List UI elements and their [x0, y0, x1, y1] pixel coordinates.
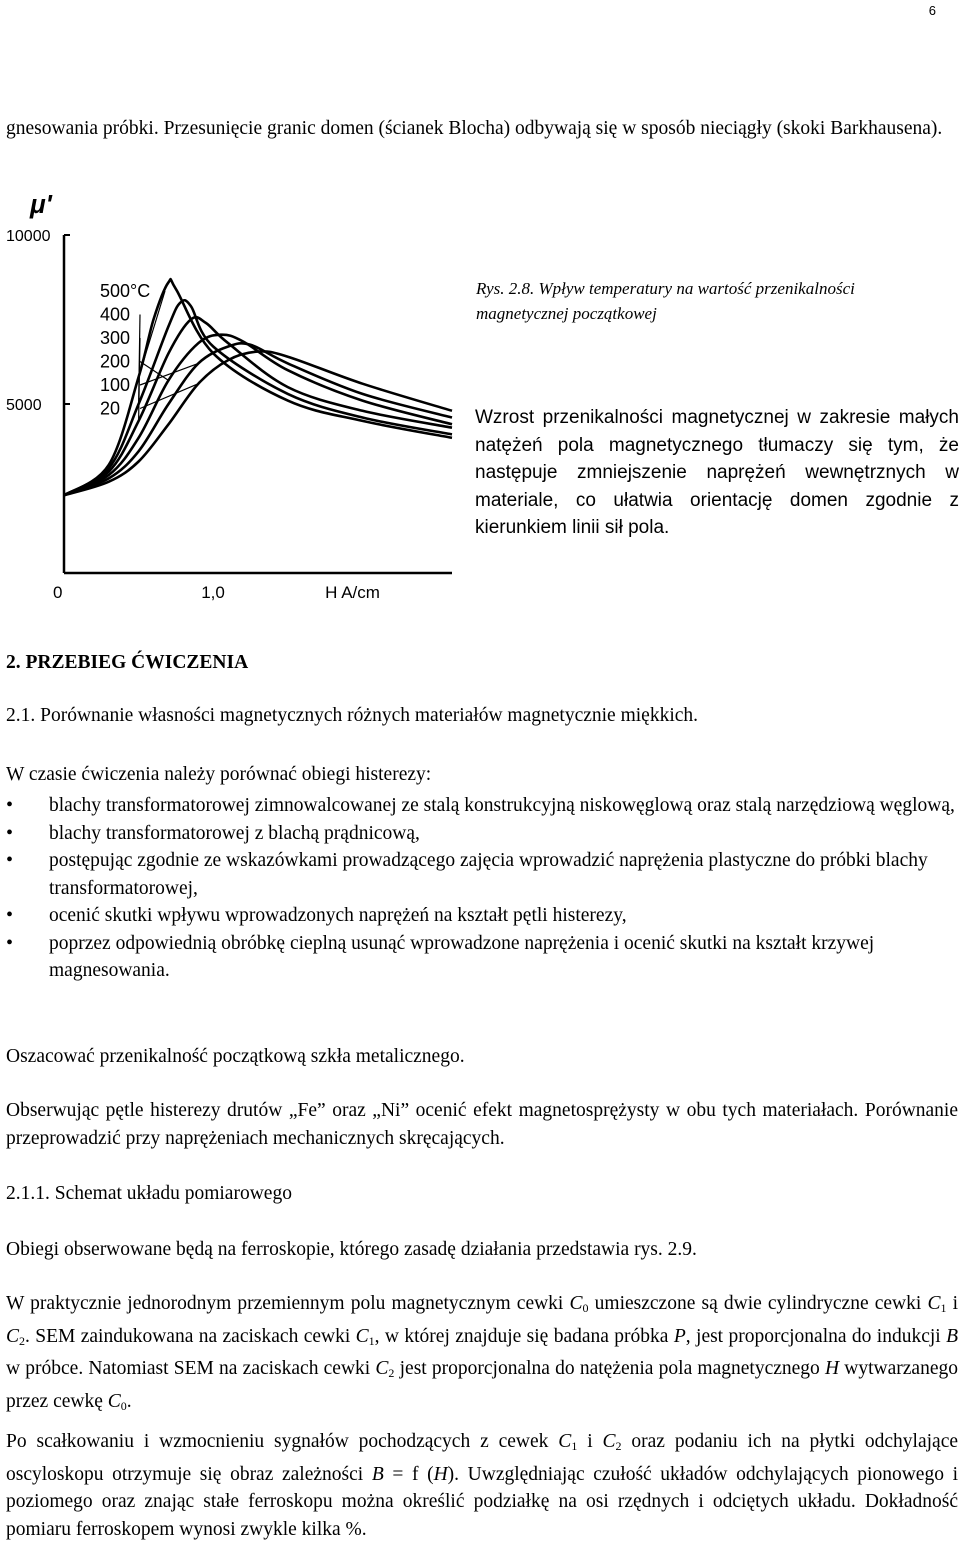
- y-tick-label: 5000: [6, 397, 42, 414]
- curve-leader: [139, 291, 165, 377]
- y-tick-label: 10000: [6, 228, 51, 245]
- oscilloscope-paragraph: Po scałkowaniu i wzmocnieniu sygnałów pochodzących z cewek $C_1$ i $C_2$ oraz podaniu ich na płytki odchylające oscyloskopu otrzymuje się obraz zależności B = f (H). Uwzględniając czułość układów odchylających pionowego i poziomego oraz znając stałe ferroskopu można określić podziałkę na osi rzędnych i odciętych układu. Dokładność pomiaru ferroskopem wynosi zwykle kilka %.: [6, 1431, 959, 1540]
- permeability-temperature-chart: [0, 190, 460, 610]
- section-heading: 2. PRZEBIEG ĆWICZENIA: [6, 652, 249, 673]
- list-item: • postępując zgodnie ze wskazówkami prowadzącego zajęcia wprowadzić naprężenia plastyczne do próbki blachy transformatorowej,: [6, 847, 958, 902]
- coils-paragraph: W praktycznie jednorodnym przemiennym polu magnetycznym cewki $C_0$ umieszczone są dwie cylindryczne cewki $C_1$ i $C_2$. SEM zaindukowana na zaciskach cewki $C_1$, w której znajduje się badana próbka P, jest proporcjonalna do indukcji B w próbce. Natomiast SEM na zaciskach cewki $C_2$ jest proporcjonalna do natężenia pola magnetycznego H wytwarzanego przez cewkę $C_0$.: [6, 1293, 959, 1413]
- chart-labels: [6, 190, 380, 602]
- page-number: 6: [928, 3, 936, 18]
- curve-leader: [139, 338, 140, 421]
- ferroscope-paragraph: Obiegi obserwowane będą na ferroskopie, którego zasadę działania przedstawia rys. 2.9.: [6, 1239, 697, 1260]
- figure-caption: Rys. 2.8. Wpływ temperatury na wartość przenikalności magnetycznej początkowej: [476, 279, 855, 323]
- curve-label: 100: [100, 375, 131, 395]
- list-item: • ocenić skutki wpływu wprowadzonych naprężeń na kształt pętli histerezy,: [6, 902, 958, 930]
- curve-label: 400: [100, 304, 131, 325]
- curve-label: 20: [100, 398, 121, 419]
- wires-paragraph: Obserwując pętle histerezy drutów „Fe” oraz „Ni” ocenić efekt magnetosprężysty w obu tych materiałach. Porównanie przeprowadzić przy naprężeniach mechanicznych skręcających.: [6, 1100, 958, 1149]
- x-axis-label: H A/cm: [325, 583, 380, 602]
- list-item: • blachy transformatorowej zimnowalcowanej ze stalą konstrukcyjną niskowęglową oraz stalą narzędziową węglową,: [6, 792, 958, 820]
- list-item: • blachy transformatorowej z blachą prądnicową,: [6, 820, 958, 848]
- x-tick-label: 1,0: [201, 583, 225, 602]
- x-tick-label: 0: [53, 583, 63, 602]
- section-intro: W czasie ćwiczenia należy porównać obiegi histerezy:: [6, 764, 432, 785]
- y-axis-label: μ': [30, 190, 52, 219]
- top-paragraph: gnesowania próbki. Przesunięcie granic domen (ścianek Blocha) odbywają się w sposób nieciągły (skoki Barkhausena).: [6, 118, 943, 139]
- curve-label: 300: [100, 328, 131, 348]
- figure-description: Wzrost przenikalności magnetycznej w zakresie małych natężeń pola magnetycznego tłumaczy się tym, że następuje zmniejszenie naprężeń wewnętrznych w materiale, co ułatwia orientację domen zgodnie z kierunkiem linii sił pola.: [475, 407, 959, 538]
- curve-label: 500°C: [100, 281, 151, 301]
- section-subheading: 2.1. Porównanie własności magnetycznych różnych materiałów magnetycznie miękkich.: [6, 705, 699, 726]
- exercise-bullet-list: [6, 792, 958, 985]
- subsection-schema-heading: 2.1.1. Schemat układu pomiarowego: [6, 1183, 292, 1204]
- list-item: • poprzez odpowiednią obróbkę cieplną usunąć wprowadzone naprężenia i ocenić skutki na kształt krzywej magnesowania.: [6, 930, 958, 985]
- curve-label: 200: [100, 351, 131, 372]
- glass-paragraph: Oszacować przenikalność początkową szkła metalicznego.: [6, 1046, 465, 1067]
